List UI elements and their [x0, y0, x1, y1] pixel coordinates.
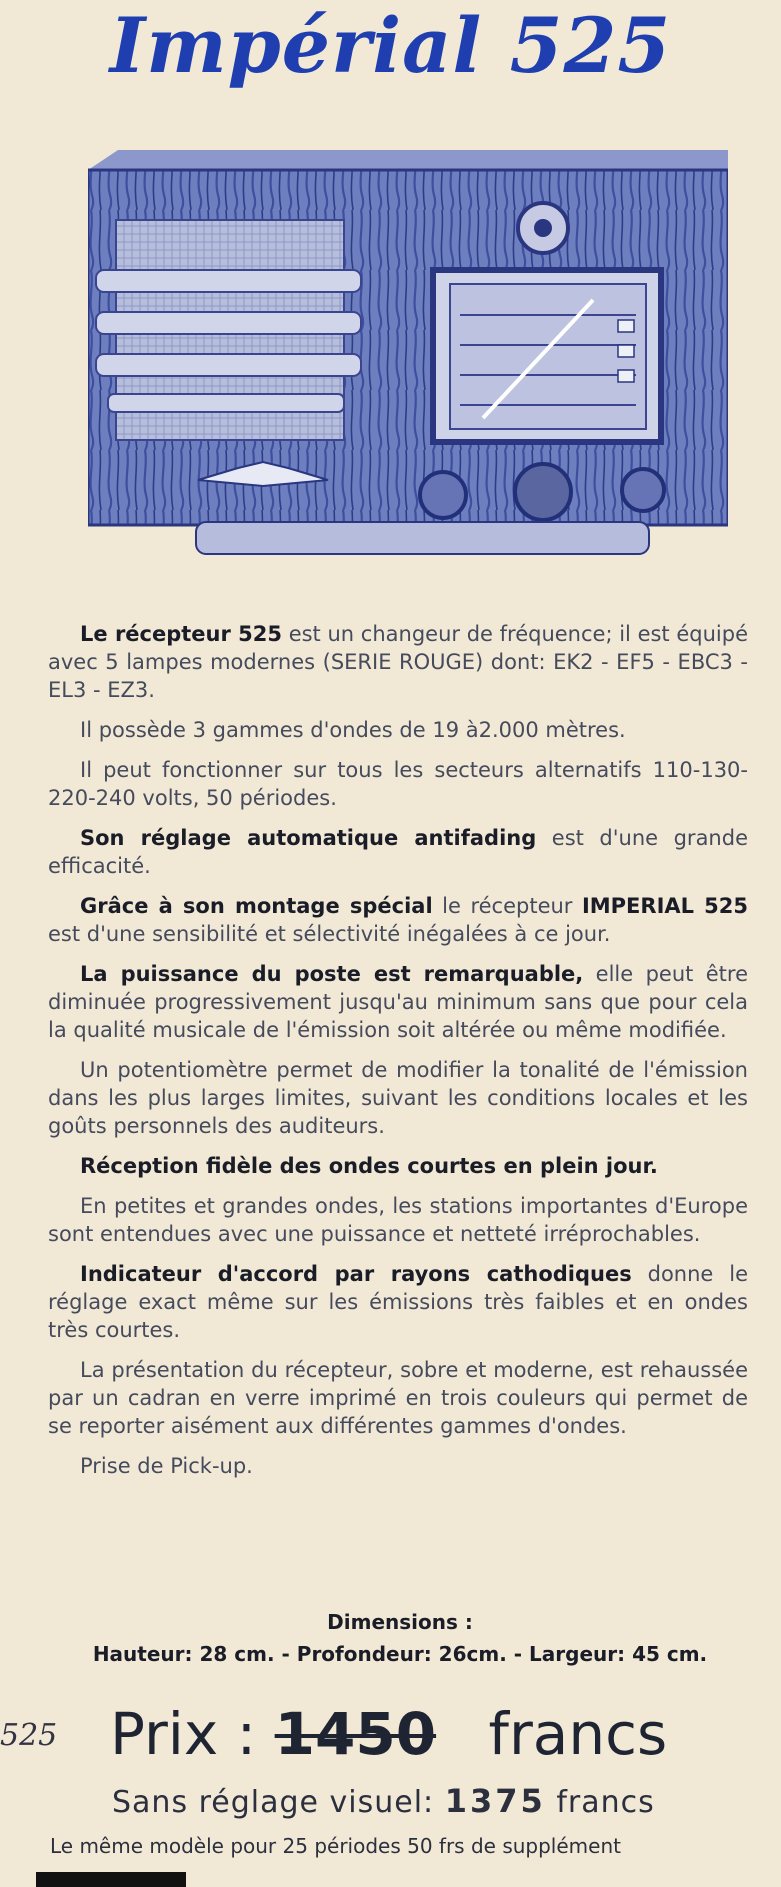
paragraph: Prise de Pick-up. [80, 1454, 253, 1478]
paragraph: Il peut fonctionner sur tous les secteurs alternatifs 110-130-220-240 volts, 50 périodes. [48, 758, 748, 810]
price [110, 1700, 667, 1768]
price-amount: 1450 [274, 1700, 437, 1768]
handwritten-note: 525 [0, 1718, 58, 1753]
paragraph: La présentation du récepteur, sobre et moderne, est rehaussée par un cadran en verre imprimé en trois couleurs qui permet de se reporter aisément aux différentes gammes d'ondes. [48, 1358, 748, 1438]
sub-price-amount: 1375 [444, 1782, 546, 1820]
paragraph: En petites et grandes ondes, les stations importantes d'Europe sont entendues avec une puissance et netteté irréprochables. [48, 1194, 748, 1246]
product-title: Impérial 525 [109, 1, 672, 90]
paragraph: Le récepteur 525 est un changeur de fréquence; il est équipé avec 5 lampes modernes (SERIE ROUGE) dont: EK2 - EF5 - EBC3 - EL3 - EZ3. [48, 622, 748, 702]
price-label: Prix : [110, 1700, 257, 1768]
paragraph: Indicateur d'accord par rayons cathodiques donne le réglage exact même sur les émissions très faibles et en ondes très courtes. [48, 1262, 748, 1342]
price-currency: francs [488, 1700, 668, 1768]
supplement-note: Le même modèle pour 25 périodes 50 frs de supplément [50, 1834, 621, 1858]
paragraph: Grâce à son montage spécial le récepteur IMPERIAL 525 est d'une sensibilité et sélectivité inégalées à ce jour. [48, 894, 749, 946]
paragraph: La puissance du poste est remarquable, elle peut être diminuée progressivement jusqu'au minimum sans que pour cela la qualité musicale de l'émission soit altérée ou même modifiée. [48, 962, 748, 1042]
dimensions-heading: Dimensions : [327, 1610, 473, 1634]
sub-price-currency: francs [556, 1785, 655, 1820]
paragraph: Réception fidèle des ondes courtes en plein jour. [80, 1154, 658, 1178]
paragraph: Un potentiomètre permet de modifier la tonalité de l'émission dans les plus larges limites, suivant les conditions locales et les goûts personnels des auditeurs. [48, 1058, 748, 1138]
paragraph: Il possède 3 gammes d'ondes de 19 à2.000 mètres. [80, 718, 626, 742]
radio-set-illustration [88, 150, 728, 575]
sub-price-label: Sans réglage visuel: [112, 1785, 435, 1820]
sub-price [112, 1782, 655, 1820]
cropped-text-fragment [36, 1872, 186, 1887]
description-text [48, 620, 748, 1492]
paragraph: Son réglage automatique antifading est d'une grande efficacité. [48, 826, 748, 878]
dimensions-line: Hauteur: 28 cm. - Profondeur: 26cm. - Largeur: 45 cm. [92, 1642, 708, 1666]
dimensions [40, 1610, 760, 1666]
